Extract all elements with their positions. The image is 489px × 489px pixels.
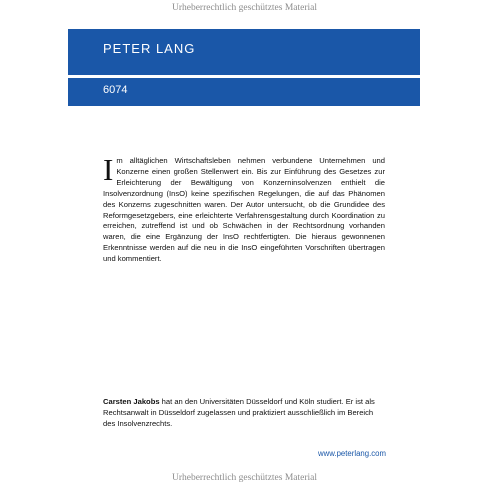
drop-cap-letter: I	[103, 152, 114, 187]
copyright-watermark-bottom: Urheberrechtlich geschütztes Material	[171, 473, 318, 483]
author-bio	[103, 396, 387, 429]
publisher-header-band	[68, 29, 420, 75]
author-name: Carsten Jakobs	[103, 397, 160, 406]
series-number: 6074	[103, 84, 128, 96]
author-bio-text: hat an den Universitäten Düsseldorf und Köln studiert. Er ist als Rechtsanwalt in Düsseldorf zugelassen und praktiziert ausschließlich im Bereich des Insolvenzrechts.	[103, 397, 375, 428]
series-number-band	[68, 78, 420, 106]
description-text: m alltäglichen Wirtschaftsleben nehmen verbundene Unternehmen und Konzerne einen großen Stellenwert ein. Bis zur Einführung des Gesetzes zur Erleichterung der Bewältigung von Konzerninsolvenzen enthielt die Insolvenzordnung (InsO) keine spezifischen Regelungen, die auf das Phänomen des Konzerns zugeschnitten waren. Der Autor untersucht, ob die Grundidee des Reformgesetzgebers, eine erleichterte Verfahrensgestaltung durch Koordination zu erreichen, zutreffend ist und ob Schwächen in der Rechtsordnung vorhanden waren, die eine Ergänzung der InsO rechtfertigten. Die hieraus gewonnenen Erkenntnisse werden auf die neu in die InsO eingeführten Vorschriften übertragen und kommentiert.	[103, 156, 385, 264]
copyright-watermark-top: Urheberrechtlich geschütztes Material	[171, 3, 318, 13]
publisher-website-link[interactable]: www.peterlang.com	[317, 449, 386, 458]
publisher-name: PETER LANG	[103, 41, 196, 56]
book-description	[103, 152, 385, 265]
